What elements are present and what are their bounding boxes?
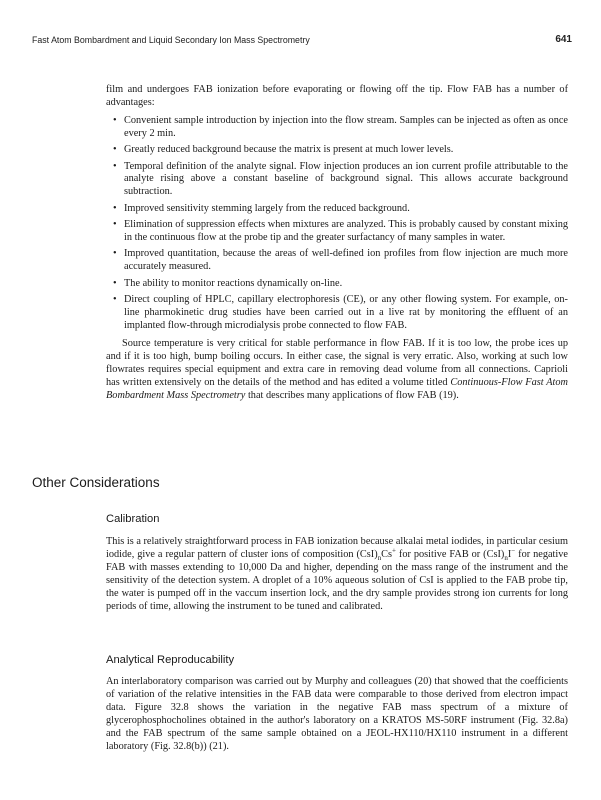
advantages-list (106, 115, 568, 333)
book-title: Continuous-Flow Fast Atom Bombardment Mass Spectrometry (106, 376, 568, 401)
calibration-heading: Calibration (106, 513, 160, 525)
flow-fab-section (106, 84, 568, 402)
list-item: • The ability to monitor reactions dynamically on-line. (113, 277, 343, 289)
bullet-icon: • (113, 248, 117, 260)
calibration-section (106, 536, 568, 613)
intro-paragraph: film and undergoes FAB ionization before evaporating or flowing off the tip. Flow FAB has a number of advantages: (106, 84, 568, 108)
list-item: • Convenient sample introduction by injection into the flow stream. Samples can be injected as often as once every 2 min. (113, 114, 568, 139)
source-temperature-paragraph: Source temperature is very critical for stable performance in flow FAB. If it is too low, the probe ices up and if it is too high, bump boiling occurs. In either case, the signal is very erratic. Also, working at such low flowrates requires special equipment and extra care in removing dead volume from all connections. Caprioli has written extensively on the details of the method and has edited a volume titled Continuous-Flow Fast Atom Bombardment Mass Spectrometry that describes many applications of flow FAB (19). (106, 337, 568, 401)
reproducibility-heading: Analytical Reproducability (106, 654, 235, 666)
list-item: • Temporal definition of the analyte signal. Flow injection produces an ion current profile attributable to the analyte rising above a constant baseline of background signal. This allows accurate background subtraction. (113, 160, 568, 198)
bullet-icon: • (113, 277, 117, 289)
bullet-icon: • (113, 219, 117, 231)
calibration-paragraph: This is a relatively straightforward process in FAB ionization because alkalai metal iodides, in particular cesium iodide, give a regular pattern of cluster ions of composition $(CsI)_nCs^+$ for positive FAB or $(CsI)_nI^-$ for negative FAB with masses extending to 10,000 Da and higher, depending on the mass range of the instrument and the sensitivity of the detection system. A droplet of a 10% aqueous solution of CsI is applied to the FAB probe tip, the water is pumped off in the vaccum insertion lock, and the dry sample provides strong ion currents for long periods of time, allowing the instrument to be tuned and calibrated. (106, 536, 568, 612)
reproducibility-section (106, 676, 568, 753)
bullet-icon: • (113, 114, 117, 126)
list-item: • Direct coupling of HPLC, capillary electrophoresis (CE), or any other flowing system. For example, on-line pharmokinetic drug studies have been carried out in a live rat by monitoring the effluent of an implanted flow-through microdialysis probe connected to flow FAB. (113, 294, 568, 331)
page-number: 641 (555, 34, 572, 45)
bullet-icon: • (113, 202, 117, 214)
bullet-icon: • (113, 160, 117, 172)
list-item: • Improved sensitivity stemming largely from the reduced background. (113, 202, 410, 214)
page-header (32, 35, 572, 51)
section-heading: Other Considerations (32, 475, 160, 490)
list-item: • Elimination of suppression effects when mixtures are analyzed. This is probably caused by constant mixing in the continuous flow at the probe tip and the greater surfactancy of many samples in water. (113, 219, 568, 244)
list-item: • Improved quantitation, because the areas of well-defined ion profiles from flow injection are much more accurately measured. (113, 248, 568, 273)
reproducibility-paragraph: An interlaboratory comparison was carried out by Murphy and colleagues (20) that showed that the coefficients of variation of the relative intensities in the FAB data were comparable to those derived from electron impact data. Figure 32.8 shows the variation in the negative FAB mass spectrum of a mixture of glycerophosphocholines obtained in the author's laboratory on a KRATOS MS-50RF instrument (Fig. 32.8a) and the FAB spectrum of the same sample obtained on a JEOL-HX110/HX110 instrument in a different laboratory (Fig. 32.8(b)) (21). (106, 676, 568, 752)
list-item: • Greatly reduced background because the matrix is present at much lower levels. (113, 144, 454, 156)
bullet-icon: • (113, 144, 117, 156)
bullet-icon: • (113, 294, 117, 306)
running-title: Fast Atom Bombardment and Liquid Secondary Ion Mass Spectrometry (32, 35, 310, 45)
